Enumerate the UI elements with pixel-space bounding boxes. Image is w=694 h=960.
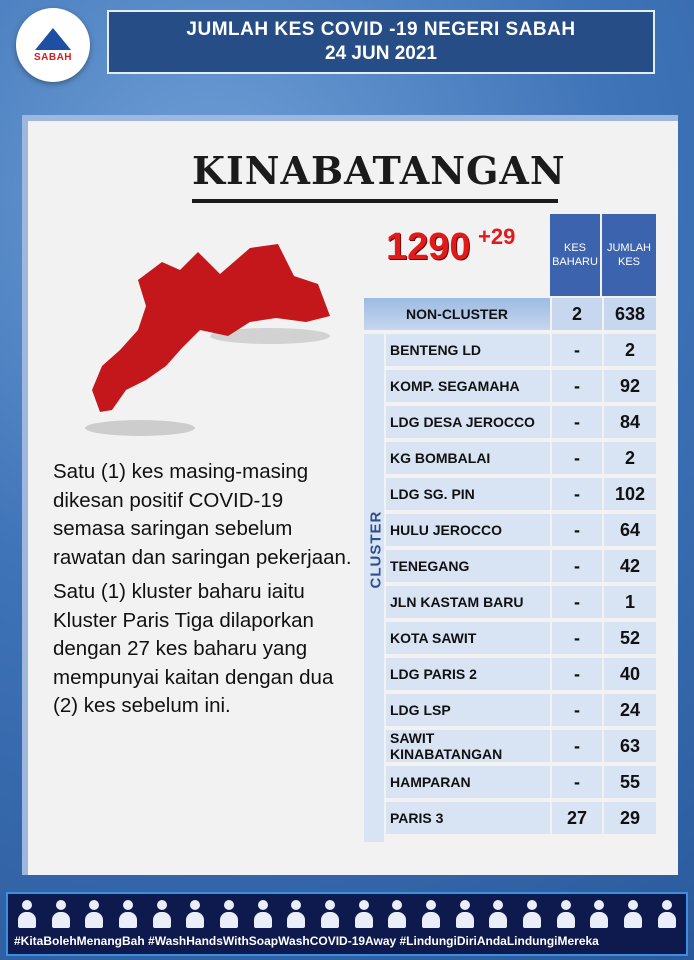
person-icon: [622, 900, 644, 930]
table-row: [386, 406, 656, 440]
cluster-name: KG BOMBALAI: [386, 442, 550, 476]
cluster-total: 102: [602, 478, 656, 512]
cluster-new: -: [550, 478, 602, 512]
person-icon: [218, 900, 240, 930]
title-underline: [192, 199, 558, 203]
description-paragraph-1: Satu (1) kes masing-masing dikesan positif COVID-19 semasa saringan sebelum rawatan dan saringan pekerjaan.: [53, 460, 352, 569]
cluster-total: 84: [602, 406, 656, 440]
table-row: [386, 766, 656, 800]
cluster-total: 64: [602, 514, 656, 548]
column-header-new: KES BAHARU: [550, 214, 600, 296]
cluster-name: LDG DESA JEROCCO: [386, 406, 550, 440]
sabah-logo: [16, 8, 90, 82]
table-row: [386, 730, 656, 764]
person-icon: [184, 900, 206, 930]
table-row: [386, 802, 656, 836]
non-cluster-new: 2: [550, 298, 602, 332]
table-row: [386, 370, 656, 404]
description-paragraph-2: Satu (1) kluster baharu iaitu Kluster Paris Tiga dilaporkan dengan 27 kes baharu yang mempunyai kaitan dengan dua (2) kes sebelum ini.: [53, 580, 334, 717]
mountain-icon: [35, 28, 71, 50]
cluster-name: KOMP. SEGAMAHA: [386, 370, 550, 404]
cluster-new: -: [550, 550, 602, 584]
non-cluster-name: NON-CLUSTER: [364, 298, 550, 332]
cluster-total: 52: [602, 622, 656, 656]
cluster-name: HAMPARAN: [386, 766, 550, 800]
person-icon: [656, 900, 678, 930]
cluster-name: JLN KASTAM BARU: [386, 586, 550, 620]
cluster-new: -: [550, 730, 602, 764]
table-row: [386, 622, 656, 656]
cluster-label: CLUSTER: [367, 510, 385, 589]
footer-banner: [6, 892, 688, 956]
cluster-new: -: [550, 658, 602, 692]
person-icon: [16, 900, 38, 930]
cluster-name: BENTENG LD: [386, 334, 550, 368]
cluster-total: 1: [602, 586, 656, 620]
table-row: [386, 550, 656, 584]
cluster-total: 40: [602, 658, 656, 692]
person-icon: [151, 900, 173, 930]
total-cases: 1290: [386, 226, 471, 268]
table-row: [386, 658, 656, 692]
table-row: [386, 586, 656, 620]
description: [53, 458, 353, 727]
person-icon: [83, 900, 105, 930]
person-icon: [588, 900, 610, 930]
cluster-total: 55: [602, 766, 656, 800]
district-map-icon: [80, 240, 340, 440]
person-icon: [353, 900, 375, 930]
district-title: KINABATANGAN: [192, 148, 566, 193]
cluster-total: 92: [602, 370, 656, 404]
non-cluster-row: [364, 298, 656, 332]
person-icon: [487, 900, 509, 930]
person-icon: [454, 900, 476, 930]
person-icon: [50, 900, 72, 930]
new-cases: +29: [478, 224, 516, 249]
table-row: [386, 694, 656, 728]
cluster-total: 63: [602, 730, 656, 764]
cluster-new: -: [550, 334, 602, 368]
person-icon: [420, 900, 442, 930]
cluster-name: HULU JEROCCO: [386, 514, 550, 548]
cluster-new: 27: [550, 802, 602, 836]
header-title: JUMLAH KES COVID -19 NEGERI SABAH: [186, 19, 576, 40]
cluster-total: 24: [602, 694, 656, 728]
table-row: [386, 514, 656, 548]
cluster-name: LDG SG. PIN: [386, 478, 550, 512]
cluster-total: 29: [602, 802, 656, 836]
cluster-name: SAWIT KINABATANGAN: [386, 730, 550, 764]
cluster-new: -: [550, 694, 602, 728]
cluster-new: -: [550, 586, 602, 620]
column-header-total: JUMLAH KES: [602, 214, 656, 296]
cluster-new: -: [550, 514, 602, 548]
person-icon: [555, 900, 577, 930]
person-icon: [319, 900, 341, 930]
cluster-new: -: [550, 622, 602, 656]
person-icon: [521, 900, 543, 930]
cluster-total: 2: [602, 442, 656, 476]
hashtags: #KitaBolehMenangBah #WashHandsWithSoapWashCOVID-19Away #LindungiDiriAndaLindungiMereka: [14, 934, 599, 948]
person-icon: [285, 900, 307, 930]
cluster-name: LDG LSP: [386, 694, 550, 728]
cluster-new: -: [550, 766, 602, 800]
non-cluster-total: 638: [602, 298, 656, 332]
table-row: [386, 442, 656, 476]
table-row: [386, 478, 656, 512]
person-icon: [386, 900, 408, 930]
cluster-name: PARIS 3: [386, 802, 550, 836]
cluster-name: TENEGANG: [386, 550, 550, 584]
people-icons: [16, 900, 678, 932]
header-banner: [107, 10, 655, 74]
logo-text: SABAH: [33, 51, 73, 63]
table-row: [386, 334, 656, 368]
cluster-total: 2: [602, 334, 656, 368]
cluster-name: KOTA SAWIT: [386, 622, 550, 656]
cluster-new: -: [550, 442, 602, 476]
cluster-name: LDG PARIS 2: [386, 658, 550, 692]
person-icon: [117, 900, 139, 930]
header-date: 24 JUN 2021: [325, 43, 437, 64]
cluster-new: -: [550, 406, 602, 440]
cluster-total: 42: [602, 550, 656, 584]
cluster-new: -: [550, 370, 602, 404]
person-icon: [252, 900, 274, 930]
